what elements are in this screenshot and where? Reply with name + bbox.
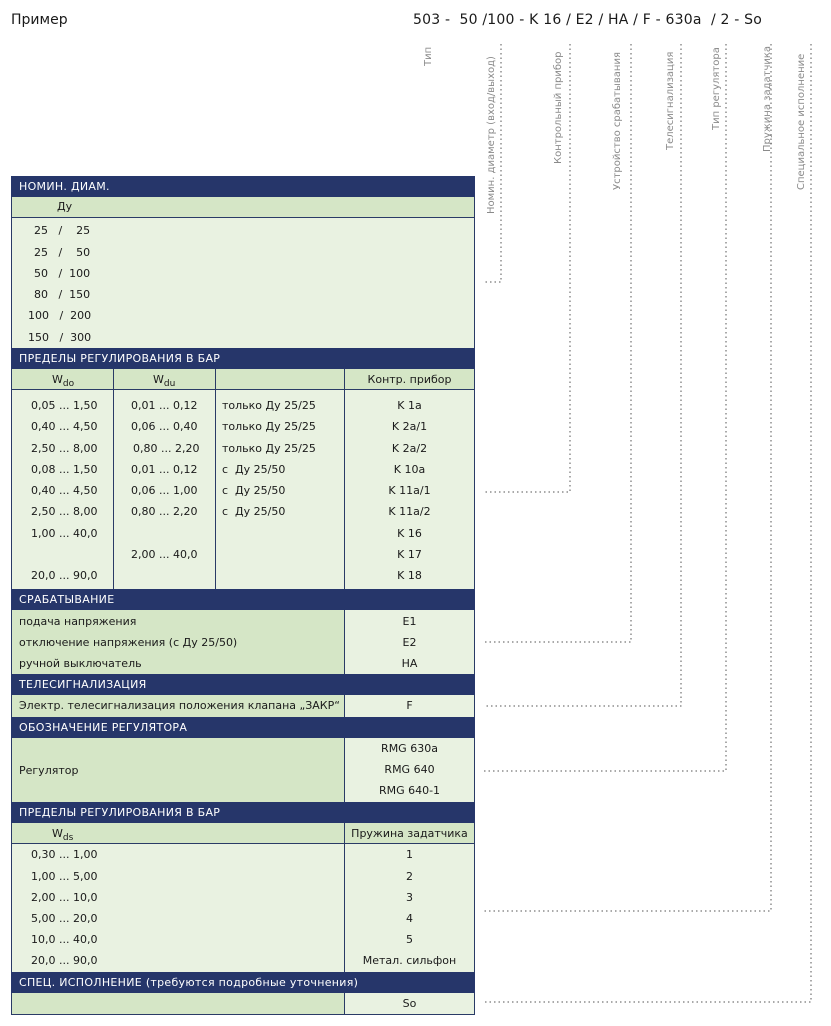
section-header-ranges2: ПРЕДЕЛЫ РЕГУЛИРОВАНИЯ В БАР [11, 802, 475, 823]
trigger-label: ручной выключатель [19, 657, 142, 670]
spring-cell: 3 [406, 891, 413, 904]
nominal-row: 100 / 200 [28, 309, 92, 322]
trigger-code: E1 [402, 615, 417, 628]
label-special: Специальное исполнение [796, 53, 807, 190]
connector-telesignal [484, 44, 681, 706]
connector-control [484, 44, 570, 492]
wdu-cell: 0,80 ... 2,20 [133, 442, 200, 455]
section-header-nominal: НОМИН. ДИАМ. [11, 176, 475, 197]
connector-special [484, 44, 811, 1002]
spring-cell: 5 [406, 933, 413, 946]
trigger-code: HA [401, 657, 418, 670]
note-cell: с Ду 25/50 [222, 505, 286, 518]
section-header-telesignal: ТЕЛЕСИГНАЛИЗАЦИЯ [11, 674, 475, 695]
note-cell: только Ду 25/25 [222, 420, 316, 433]
wds-cell: 10,0 ... 40,0 [31, 933, 98, 946]
nominal-row: 150 / 300 [28, 331, 92, 344]
nominal-row: 80 / 150 [34, 288, 91, 301]
label-nominal-diameter: Номин. диаметр (вход/выход) [486, 56, 497, 214]
wdu-cell: 0,01 ... 0,12 [131, 463, 198, 476]
device-cell: K 1a [397, 399, 422, 412]
device-cell: K 11a/1 [388, 484, 431, 497]
connector-regulator [484, 44, 726, 771]
example-title: Пример [11, 12, 68, 28]
col-control-device: Контр. прибор [367, 373, 452, 386]
wdu-cell: 0,80 ... 2,20 [131, 505, 198, 518]
wdo-cell: 20,0 ... 90,0 [31, 569, 98, 582]
spring-cell: 4 [406, 912, 413, 925]
wdu-cell: 2,00 ... 40,0 [131, 548, 198, 561]
nominal-subheader: Ду [12, 197, 474, 218]
wdo-cell: 1,00 ... 40,0 [31, 527, 98, 540]
wdo-cell: 2,50 ... 8,00 [31, 442, 98, 455]
trigger-code: E2 [402, 636, 417, 649]
label-telesignal: Телесигнализация [665, 51, 676, 150]
nominal-row: 25 / 25 [34, 224, 91, 237]
col-spring: Пружина задатчика [351, 827, 468, 840]
label-trigger-device: Устройство срабатывания [612, 52, 623, 190]
spring-cell: 1 [406, 848, 413, 861]
wds-cell: 20,0 ... 90,0 [31, 954, 98, 967]
wdu-cell: 0,06 ... 0,40 [131, 420, 198, 433]
telesignal-code: F [406, 699, 413, 712]
device-cell: K 11a/2 [388, 505, 431, 518]
wdo-cell: 0,08 ... 1,50 [31, 463, 98, 476]
device-cell: K 16 [397, 527, 422, 540]
note-cell: только Ду 25/25 [222, 442, 316, 455]
trigger-label: отключение напряжения (с Ду 25/50) [19, 636, 238, 649]
wds-cell: 2,00 ... 10,0 [31, 891, 98, 904]
connector-spring [484, 44, 771, 911]
section-header-special: СПЕЦ. ИСПОЛНЕНИЕ (требуются подробные уточнения) [11, 972, 475, 993]
device-cell: K 17 [397, 548, 422, 561]
connector-trigger [484, 44, 631, 642]
device-cell: K 2a/2 [391, 442, 428, 455]
spring-cell: 2 [406, 870, 413, 883]
label-type: Тип [423, 46, 434, 66]
note-cell: с Ду 25/50 [222, 463, 286, 476]
special-code: So [402, 997, 417, 1010]
note-cell: с Ду 25/50 [222, 484, 286, 497]
section-header-ranges1: ПРЕДЕЛЫ РЕГУЛИРОВАНИЯ В БАР [11, 348, 475, 369]
regulator-model: RMG 640-1 [378, 784, 441, 797]
nominal-row: 50 / 100 [34, 267, 91, 280]
wdu-cell: 0,01 ... 0,12 [131, 399, 198, 412]
wdo-cell: 0,40 ... 4,50 [31, 484, 98, 497]
label-regulator-type: Тип регулятора [711, 47, 722, 130]
connector-nominal [484, 44, 501, 282]
label-control-device: Контрольный прибор [553, 51, 564, 164]
label-spring: Пружина задатчика [762, 45, 773, 152]
nominal-row: 25 / 50 [34, 246, 91, 259]
note-cell: только Ду 25/25 [222, 399, 316, 412]
regulator-model: RMG 640 [384, 763, 435, 776]
device-cell: K 10a [393, 463, 426, 476]
wds-cell: 5,00 ... 20,0 [31, 912, 98, 925]
col-wdo: $W_{do}$ [52, 373, 75, 390]
trigger-label: подача напряжения [19, 615, 137, 628]
spring-cell: Метал. сильфон [362, 954, 457, 967]
wdo-cell: 2,50 ... 8,00 [31, 505, 98, 518]
regulator-label: Регулятор [19, 764, 79, 777]
regulator-model: RMG 630a [381, 742, 438, 755]
section-header-trigger: СРАБАТЫВАНИЕ [11, 589, 475, 610]
wdo-cell: 0,05 ... 1,50 [31, 399, 98, 412]
wds-cell: 1,00 ... 5,00 [31, 870, 98, 883]
wds-cell: 0,30 ... 1,00 [31, 848, 98, 861]
wdu-cell: 0,06 ... 1,00 [131, 484, 198, 497]
wdo-cell: 0,40 ... 4,50 [31, 420, 98, 433]
col-wds: $W_{ds}$ [52, 827, 74, 844]
telesignal-label: Электр. телесигнализация положения клапана „ЗАКР“ [19, 699, 340, 712]
section-header-regulator: ОБОЗНАЧЕНИЕ РЕГУЛЯТОРА [11, 717, 475, 738]
order-code: 503 - 50 /100 - K 16 / E2 / HA / F - 630a / 2 - So [413, 12, 763, 28]
device-cell: K 18 [397, 569, 422, 582]
col-wdu: $W_{du}$ [153, 373, 176, 390]
device-cell: K 2a/1 [391, 420, 428, 433]
